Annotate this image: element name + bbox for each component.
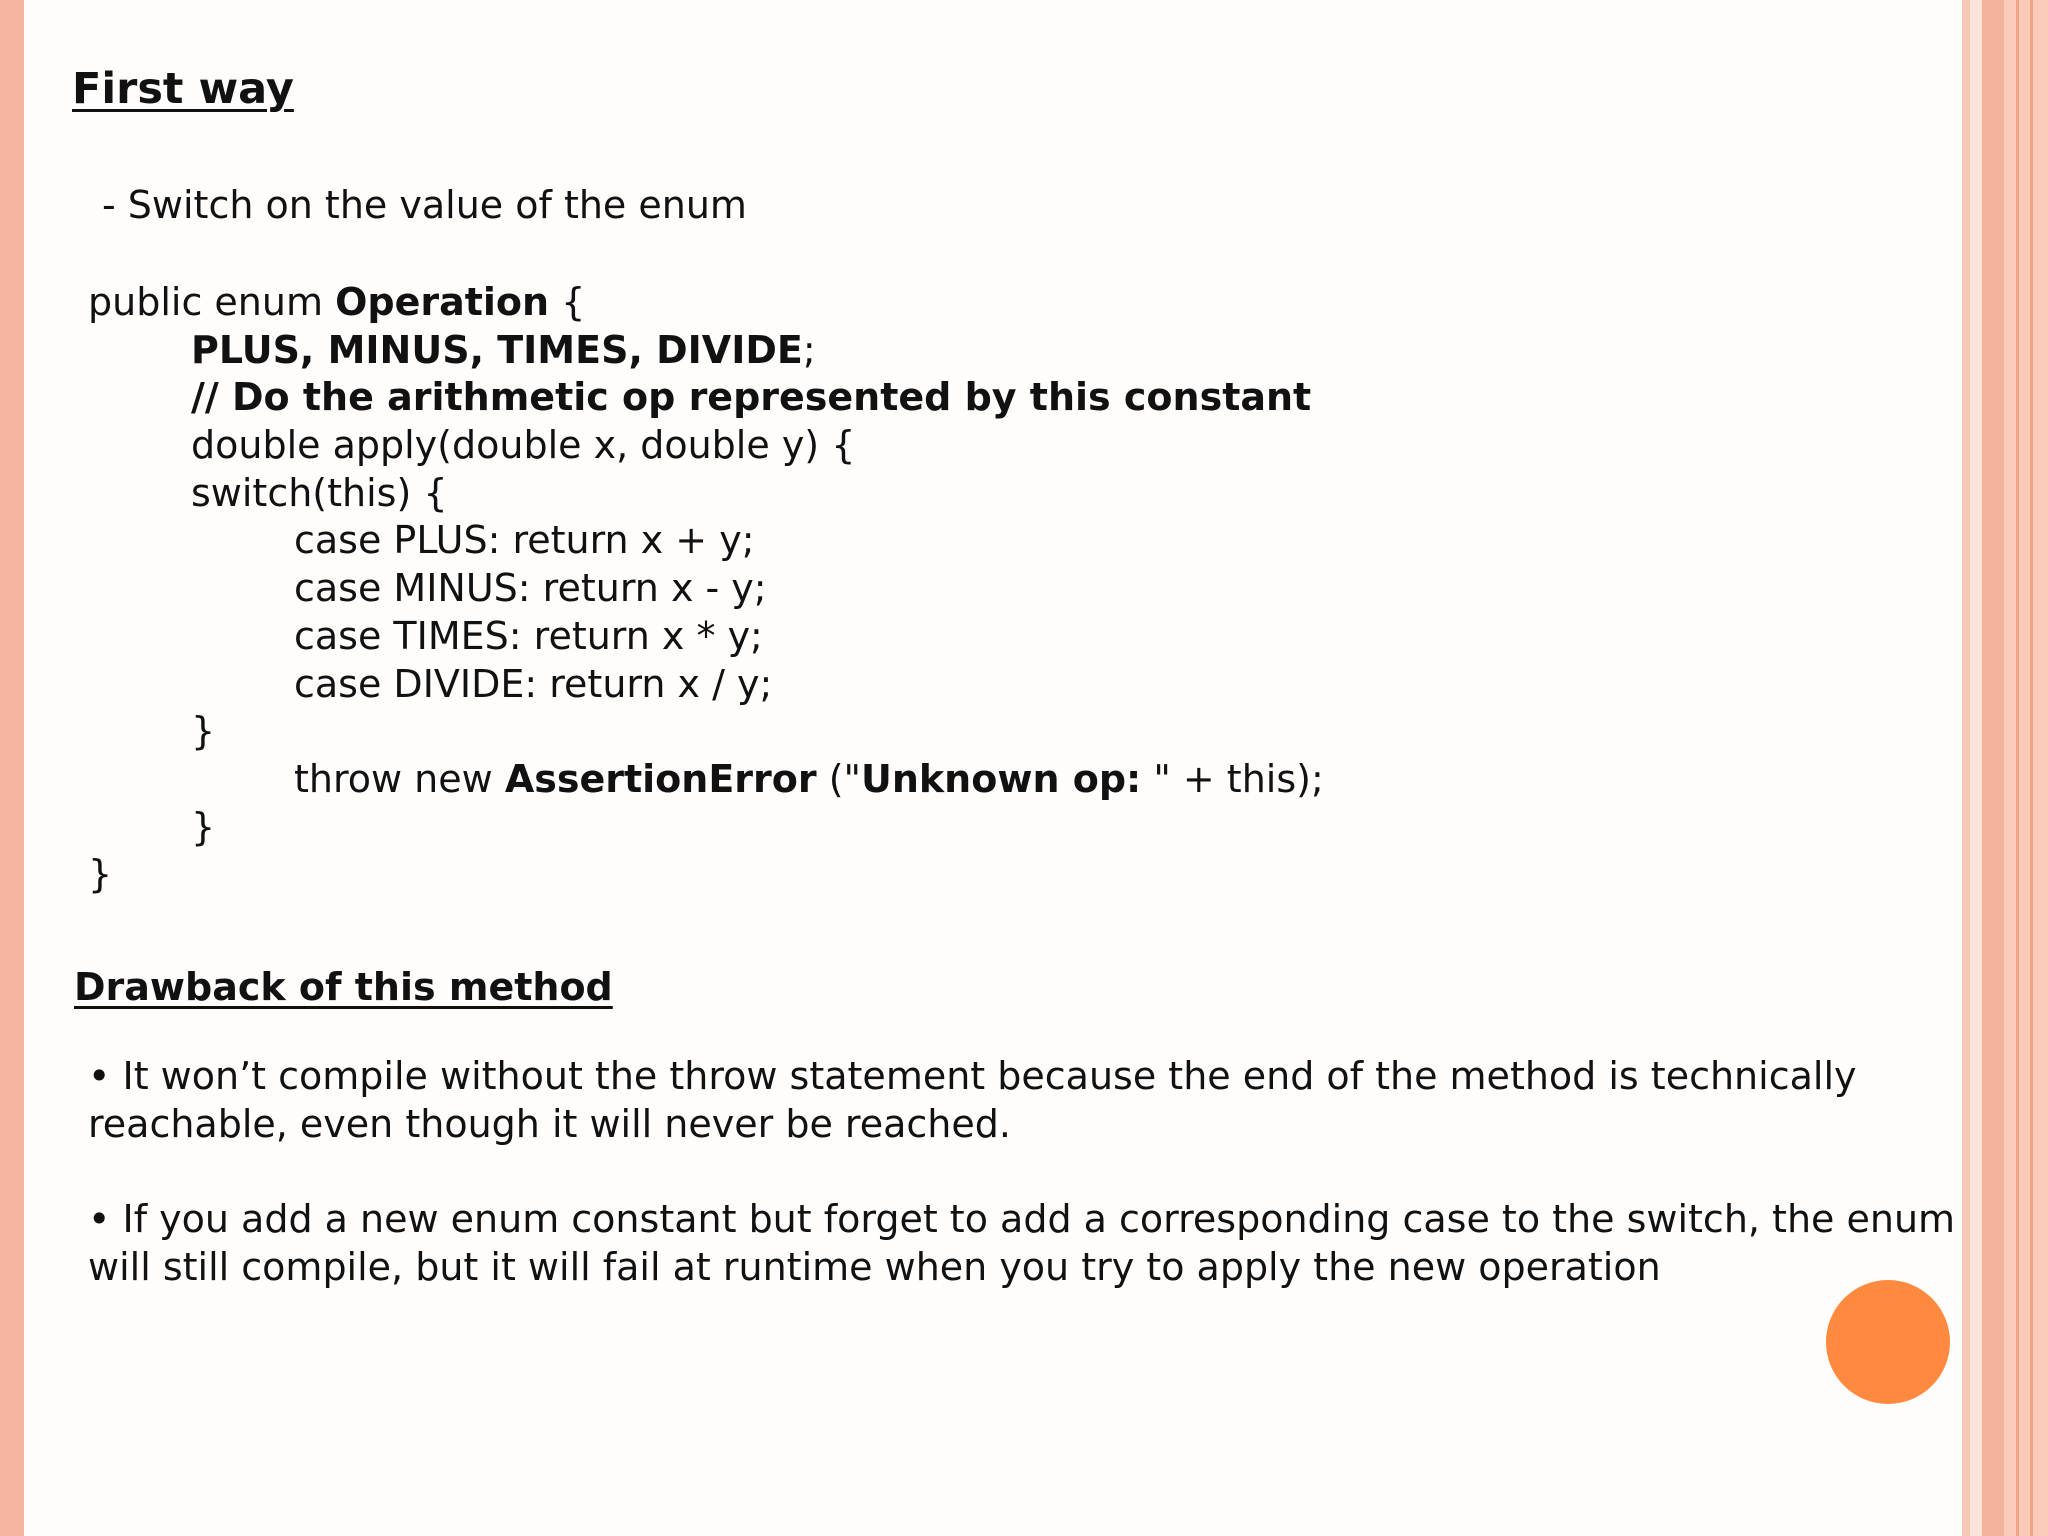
accent-circle xyxy=(1826,1280,1950,1404)
right-decorative-stripe xyxy=(1962,0,1970,1536)
slide-subtitle: - Switch on the value of the enum xyxy=(102,183,747,227)
bullet-item: • If you add a new enum constant but forget to add a corresponding case to the switch, the enum will still compile, but it will fail at runtime when you try to apply the new operation xyxy=(88,1197,1956,1289)
code-line-close-method: } xyxy=(191,804,216,849)
code-text: ; xyxy=(802,327,816,372)
code-line-case-divide: case DIVIDE: return x / y; xyxy=(294,661,773,706)
enum-name: Operation xyxy=(335,280,550,324)
code-text: throw new xyxy=(294,756,505,801)
right-decorative-stripe xyxy=(1982,0,2004,1536)
right-decorative-line xyxy=(2030,0,2033,1536)
code-text: { xyxy=(549,280,586,324)
exception-message: Unknown op: xyxy=(861,756,1142,801)
code-line-case-times: case TIMES: return x * y; xyxy=(294,613,763,658)
drawback-heading: Drawback of this method xyxy=(74,965,613,1009)
slide-title: First way xyxy=(72,64,294,114)
code-line-close-enum: } xyxy=(88,852,113,897)
code-line-close-switch: } xyxy=(191,709,216,754)
code-line-method-signature: double apply(double x, double y) { xyxy=(191,423,856,468)
code-text: (" xyxy=(816,756,861,801)
right-decorative-stripe xyxy=(1970,0,1982,1536)
code-line-case-minus: case MINUS: return x - y; xyxy=(294,566,767,611)
enum-constants: PLUS, MINUS, TIMES, DIVIDE xyxy=(191,327,803,372)
bullet-item: • It won’t compile without the throw statement because the end of the method is technically reachable, even though it will never be reached. xyxy=(88,1054,1857,1146)
left-decorative-bar xyxy=(0,0,24,1536)
code-text: " + this); xyxy=(1141,756,1324,801)
code-block xyxy=(88,279,1324,899)
code-text: public enum xyxy=(88,280,336,324)
exception-class: AssertionError xyxy=(504,756,817,801)
code-line-comment: // Do the arithmetic op represented by this constant xyxy=(191,375,1312,420)
code-line-constants xyxy=(88,327,1324,375)
right-decorative-line xyxy=(2016,0,2019,1536)
right-decorative-stripe xyxy=(2004,0,2048,1536)
code-line-enum-declaration xyxy=(88,279,1324,327)
code-line-throw xyxy=(88,756,1324,804)
code-line-case-plus: case PLUS: return x + y; xyxy=(294,518,755,563)
code-line-switch: switch(this) { xyxy=(191,470,448,515)
